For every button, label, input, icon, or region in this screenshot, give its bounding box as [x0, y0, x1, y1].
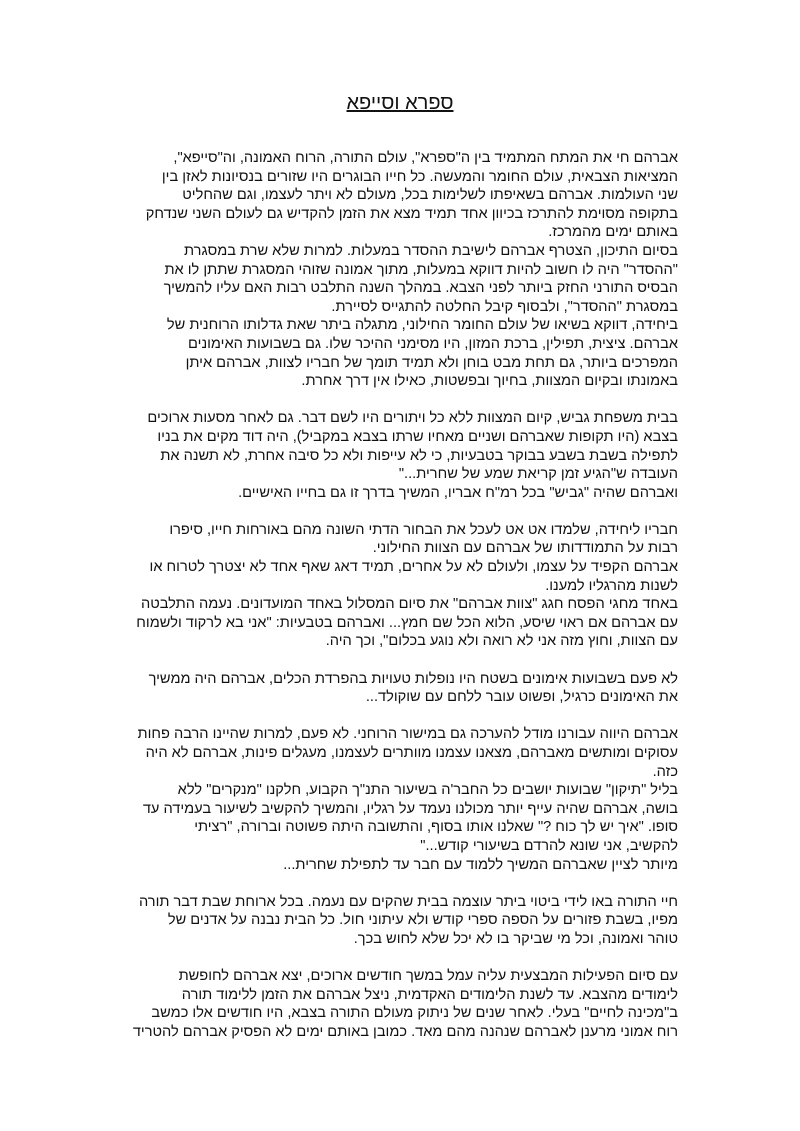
blank-line	[126, 707, 678, 726]
text-line: עם הצוות, וחוץ מזה אני לא רואה ולא נוגע בכלום", וכך היה.	[325, 633, 678, 650]
text-line: העובדה ש"הגיע זמן קריאת שמע של שחרית..."	[398, 466, 678, 483]
text-line: בסיום התיכון, הצטרף אברהם לישיבת ההסדר במעלות. למרות שלא שרת במסגרת	[184, 242, 678, 259]
text-line: עם אברהם אם ראוי שיסע, הלוא הכל שם חמץ... ואברהם בטבעיות: "אני בא לרקוד ולשמוח	[136, 614, 678, 631]
text-line: אברהם היווה עבורנו מודל להערכה גם במישור הרוחני. לא פעם, למרות שהיינו הרבה פחות	[137, 726, 678, 743]
text-line: בבית משפחת גביש, קיום המצוות ללא כל ויתורים היו לשם דבר. גם לאחר מסעות ארוכים	[147, 410, 678, 427]
text-line: באמונתו ובקיום המצוות, בחיוך ובפשטות, כאילו אין דרך אחרת.	[301, 373, 678, 390]
text-line: לא פעם בשבועות אימונים בשטח היו נופלות טעויות בהפרדת הכלים, אברהם היה ממשיך	[148, 670, 678, 687]
text-line: בושה, אברהם שהיה עייף יותר מכולנו נעמד על רגליו, והמשיך להקשיב לשיעור בעמידה עד	[142, 800, 678, 817]
blank-line	[126, 502, 678, 521]
text-line: ביחידה, דווקא בשיאו של עולם החומר החילוני, מתגלה ביתר שאת גדלותו הרוחנית של	[166, 317, 678, 334]
text-line: מפיו, בשבת פזורים על הספה ספרי קודש ולא עיתוני חול. כל הבית נבנה על אדנים של	[167, 912, 678, 929]
text-line: אברהם הקפיד על עצמו, ולעולם לא על אחרים, תמיד דאג שאף אחד לא יצטרך לטרוח או	[149, 559, 678, 576]
text-line: להקשיב, אני שונא להרדם בשיעורי קודש..."	[420, 837, 678, 854]
text-line: במסגרת "ההסדר", ולבסוף קיבל החלטה להתגייס לסיירת.	[331, 298, 678, 315]
document-title: ספרא וסייפא	[346, 92, 454, 114]
text-line: הבסיס התורני החזק ביותר לפני הצבא. במהלך השנה התלבט רבות האם עליו להמשיך	[163, 280, 678, 297]
text-line: לימודים מהצבא. עד לשנת הלימודים האקדמית, ניצל אברהם את הזמן ללימוד תורה	[181, 986, 678, 1003]
text-line: אברהם חי את המתח המתמיד בין ה"ספרא", עולם התורה, הרוח האמונה, וה"סייפא",	[173, 150, 678, 166]
text-line: באחד מחגי הפסח חגג "צוות אברהם" את סיום המסלול באחד המועדונים. נעמה התלבטה	[140, 596, 678, 613]
text-line: ואברהם שהיה "גביש" בכל רמ"ח אבריו, המשיך בדרך זו גם בחייו האישיים.	[238, 484, 678, 501]
text-line: בצבא (היו תקופות שאברהם ושניים מאחיו שרתו בצבא במקביל), היה דוד מקים את בניו	[157, 428, 678, 445]
text-line: רוח אמוני מרענן לאברהם שנהנה מהם מאד. כמובן באותם ימים לא הפסיק אברהם להטריד	[132, 1023, 678, 1040]
document-body	[126, 149, 678, 1042]
text-line: סופו. "איך יש לך כוח ?" שאלנו אותו בסוף, והתשובה היתה פשוטה וברורה, "רציתי	[194, 819, 678, 836]
blank-line	[126, 391, 678, 410]
text-line: ב"מכינה לחיים" בעלי. לאחר שנים של ניתוק מעולם התורה בצבא, היו חודשים אלו כמשב	[151, 1005, 678, 1022]
blank-line	[126, 651, 678, 670]
text-line: בתקופה מסוימת להתרכז בכיוון אחד תמיד מצא את הזמן להקדיש גם לעולם השני שנדחק	[145, 205, 678, 222]
text-line: את האימונים כרגיל, ופשוט עובר ללחם עם שוקולד...	[365, 689, 678, 706]
text-line: רבות על התמודדותו של אברהם עם הצוות החילוני.	[372, 540, 678, 557]
text-line: עם סיום הפעילות המבצעית עליה עמל במשך חודשים ארוכים, יצא אברהם לחופשת	[178, 968, 678, 985]
text-line: בליל "תיקון" שבועות יושבים כל החבר'ה בשיעור התנ"ך הקבוע, חלקנו "מנקרים" ללא	[177, 782, 678, 799]
text-line: חבריו ליחידה, שלמדו אט אט לעכל את הבחור הדתי השונה מהם באורחות חייו, סיפרו	[169, 521, 678, 538]
text-line: המציאות הצבאית, עולם החומר והמעשה. כל חייו הבוגרים היו שזורים בנסיונות לאזן בין	[161, 168, 678, 185]
text-line: כזה.	[652, 763, 678, 780]
text-line: שני העולמות. אברהם בשאיפתו לשלימות בכל, מעולם לא ויתר לעצמו, וגם שהחליט	[182, 187, 678, 204]
text-line: לתפילה בשבת בשבע בבוקר בטבעיות, כי לא עייפות ולא כל סיבה אחרת, לא תשנה את	[160, 447, 678, 464]
text-line: אברהם. ציצית, תפילין, ברכת המזון, היו מסימני ההיכר שלו. גם בשבועות האימונים	[188, 335, 678, 352]
blank-line	[126, 949, 678, 968]
text-line: עסוקים ומותשים מאברהם, מצאנו עצמנו מוותרים לעצמנו, מעגלים פינות, אברהם לא היה	[145, 745, 678, 761]
text-line: "ההסדר" היה לו חשוב להיות דווקא במעלות, מתוך אמונה שזוהי המסגרת שתתן לו את	[164, 261, 678, 278]
text-line: טוהר ואמונה, וכל מי שביקר בו לא יכל שלא לחוש בכך.	[353, 930, 678, 947]
text-line: לשנות מהרגליו למענו.	[545, 577, 678, 594]
text-line: חיי התורה באו לידי ביטוי ביתר עוצמה בבית שהקים עם נעמה. בכל ארוחת שבת דבר תורה	[138, 893, 678, 910]
text-line: באותם ימים מהמרכז.	[548, 224, 678, 241]
text-line: המפרכים ביותר, גם תחת מבט בוחן ולא תמיד תומך של חבריו לצוות, אברהם איתן	[185, 354, 678, 371]
text-line: מיותר לציין שאברהם המשיך ללמוד עם חבר עד לתפילת שחרית...	[283, 856, 678, 873]
blank-line	[126, 874, 678, 893]
